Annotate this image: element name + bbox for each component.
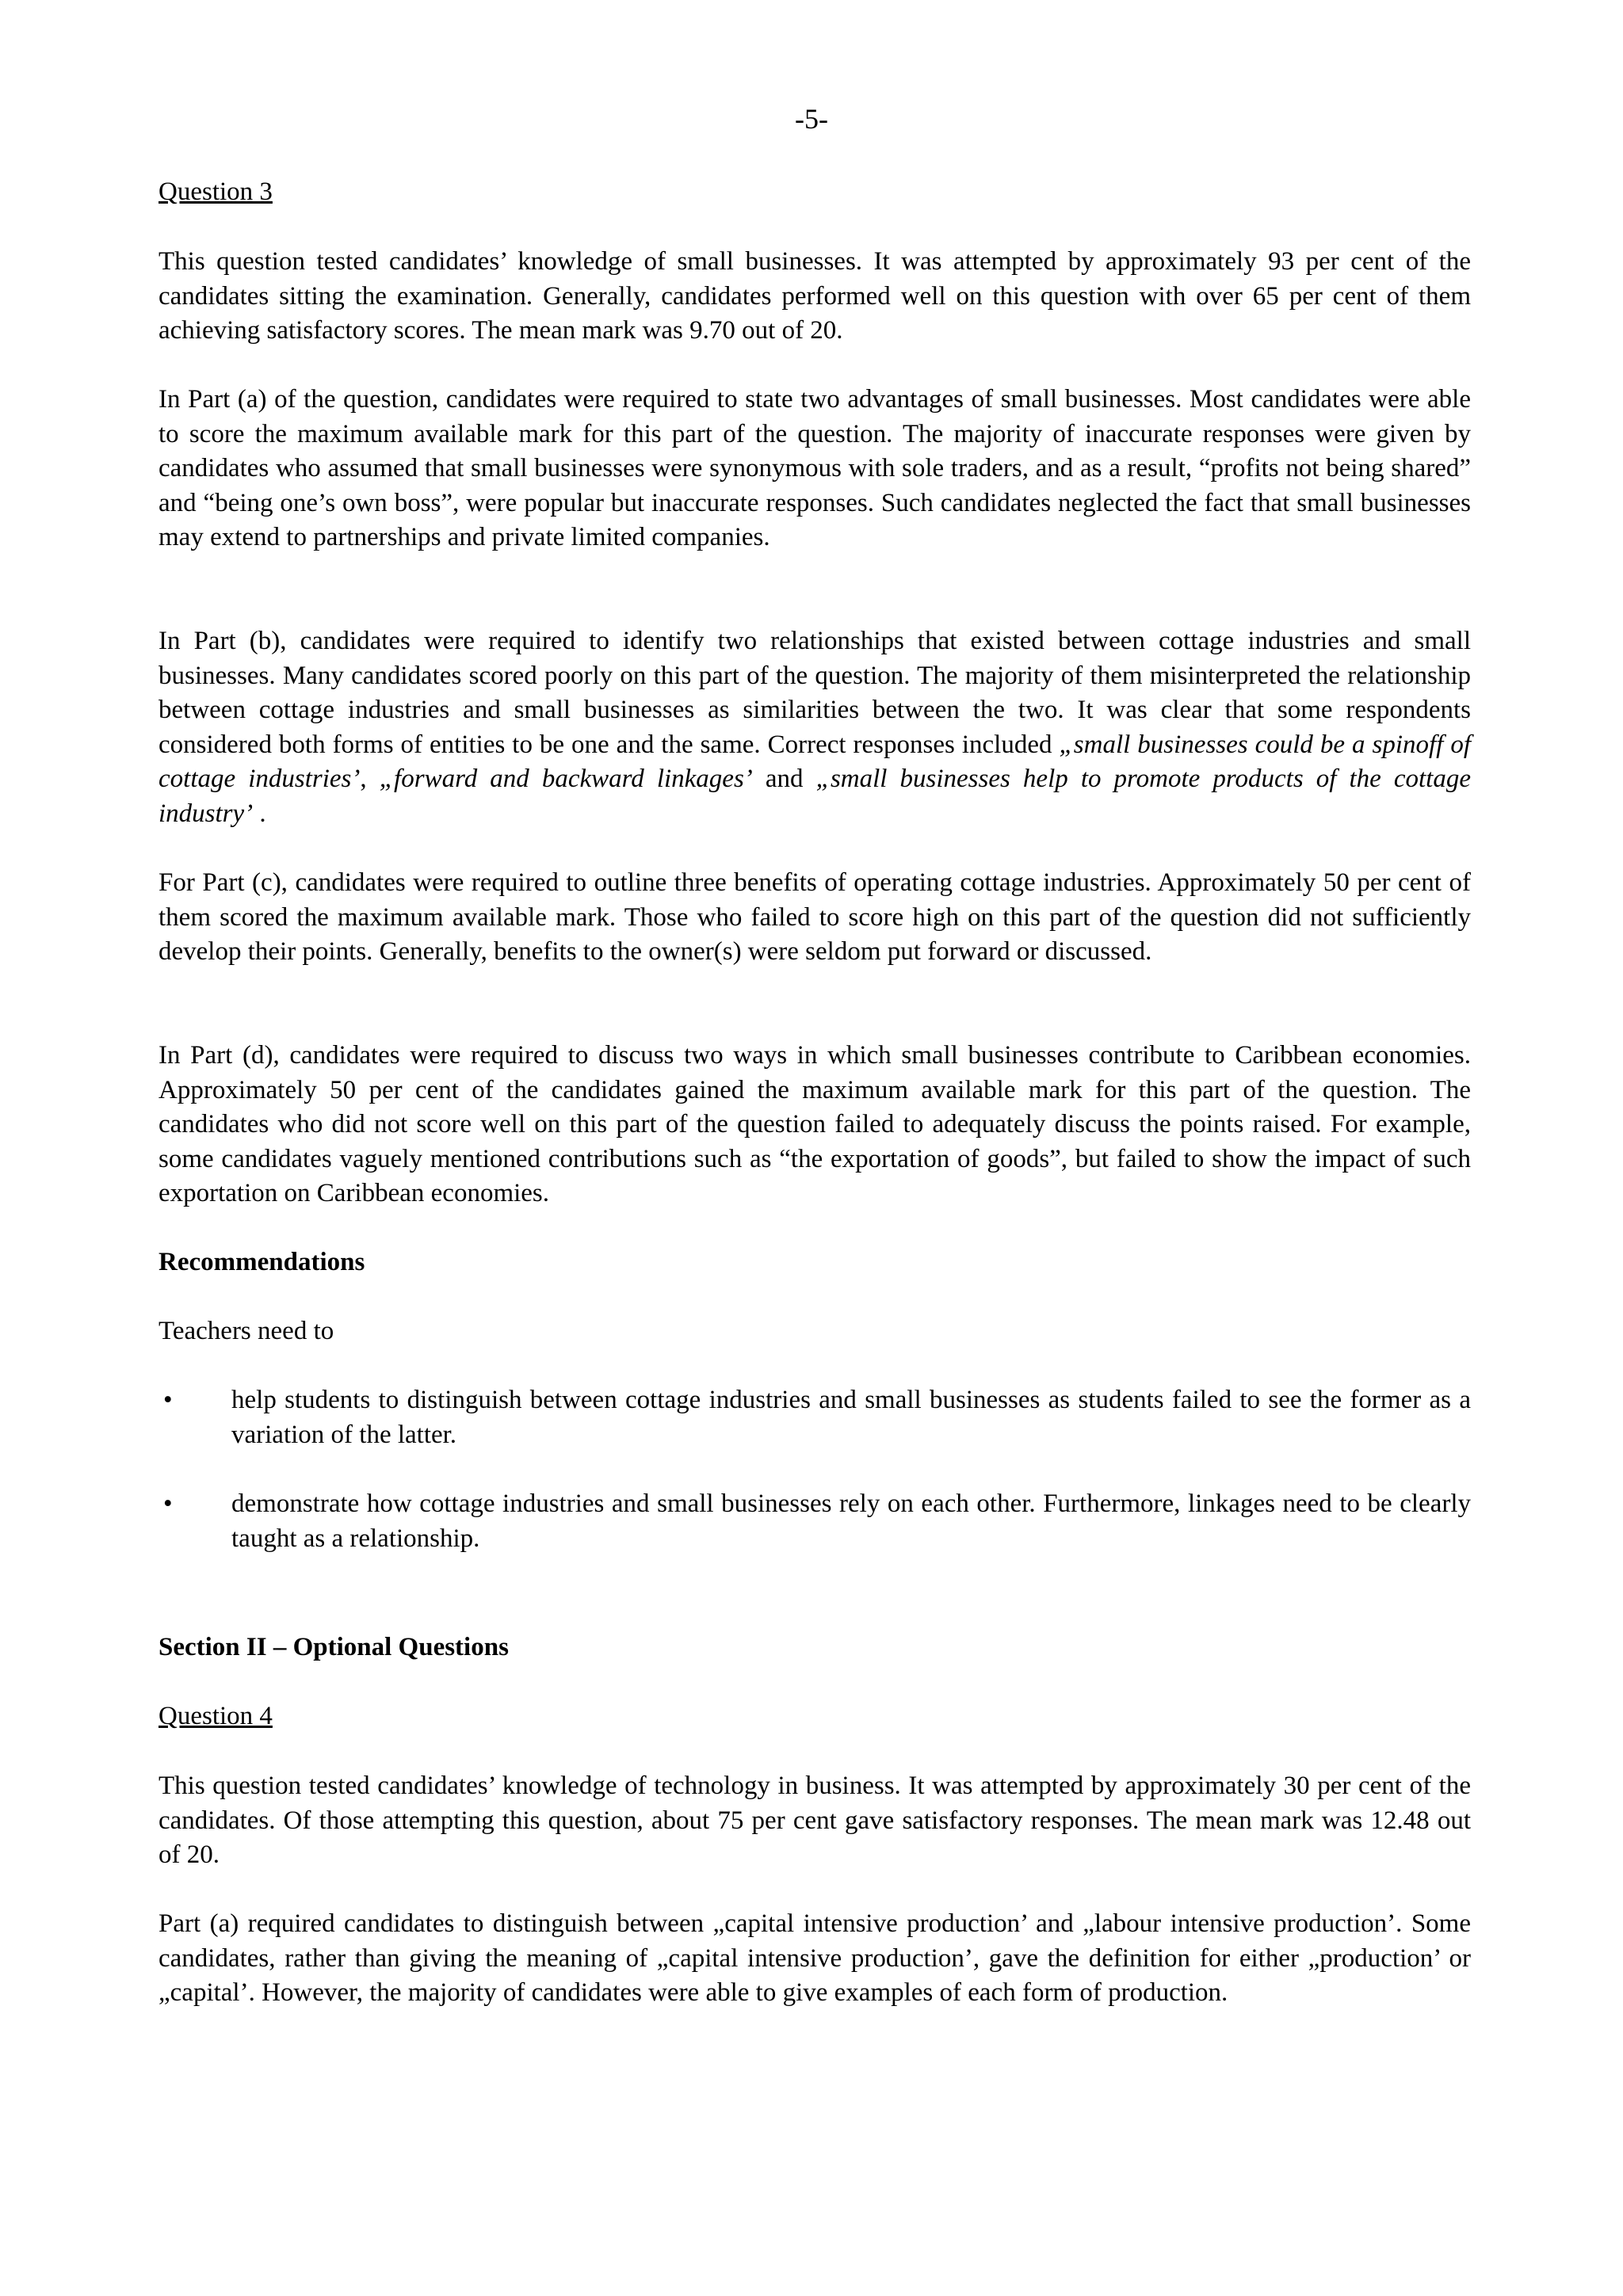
q3-part-b-example-1: „small businesses could be a spinoff of cottage industries’ — [158, 730, 1471, 793]
q3-part-b-text: In Part (b), candidates were required to identify two relationships that existed between cottage industries and small businesses. Many candidates scored poorly on this part of the question. The majority of them misinterpreted the relationship between cottage industries and small businesses as similarities between the two. It was clear that some respondents considered both forms of entities to be one and the same. Correct responses included — [158, 627, 1471, 759]
q3-paragraph-part-d: In Part (d), candidates were required to discuss two ways in which small businesses contribute to Caribbean economies. Approximately 50 per cent of the candidates gained the maximum available mark for this part of the question. The candidates who did not score well on this part of the question failed to adequately discuss the points raised. For example, some candidates vaguely mentioned contributions such as “the exportation of goods”, but failed to show the impact of such exportation on Caribbean economies. — [158, 1041, 1471, 1207]
recommendation-text-1: help students to distinguish between cottage industries and small businesses as students failed to see the former as a variation of the latter. — [231, 1386, 1471, 1449]
q3-part-b-example-2: „forward and backward linkages’ — [379, 765, 753, 793]
q3-part-b-example-3: „small businesses help to promote products of the cottage industry’ — [158, 765, 1471, 828]
recommendation-text-2: demonstrate how cottage industries and small businesses rely on each other. Furthermore, linkages need to be clearly taught as a relationship. — [231, 1489, 1471, 1553]
q3-paragraph-1: This question tested candidates’ knowledge of small businesses. It was attempted by approximately 93 per cent of the candidates sitting the examination. Generally, candidates performed well on this question with over 65 per cent of them achieving satisfactory scores. The mean mark was 9.70 out of 20. — [158, 247, 1471, 345]
q3-part-b-end: . — [253, 799, 266, 828]
question-3-heading: Question 3 — [158, 177, 273, 206]
page-number: -5- — [795, 103, 828, 135]
q3-paragraph-part-a: In Part (a) of the question, candidates were required to state two advantages of small businesses. Most candidates were able to score the maximum available mark for this part of the question. The majority of inaccurate responses were given by candidates who assumed that small businesses were synonymous with sole traders, and as a result, “profits not being shared” and “being one’s own boss”, were popular but inaccurate responses. Such candidates neglected the fact that small businesses may extend to partnerships and private limited companies. — [158, 385, 1471, 551]
q3-part-b-separator-2: and — [752, 765, 816, 793]
recommendations-intro: Teachers need to — [158, 1317, 334, 1345]
q4-paragraph-part-a: Part (a) required candidates to distinguish between „capital intensive production’ and „labour intensive production’. Some candidates, rather than giving the meaning of „capital intensive production’, gave the definition for either „production’ or „capital’. However, the majority of candidates were able to give examples of each form of production. — [158, 1909, 1471, 2007]
q4-paragraph-1: This question tested candidates’ knowledge of technology in business. It was attempted by approximately 30 per cent of the candidates. Of those attempting this question, about 75 per cent gave satisfactory responses. The mean mark was 12.48 out of 20. — [158, 1772, 1471, 1869]
bullet-icon: • — [163, 1489, 173, 1518]
q3-part-b-separator-1: , — [360, 765, 380, 793]
section-2-heading: Section II – Optional Questions — [158, 1633, 509, 1661]
q3-paragraph-part-c: For Part (c), candidates were required to outline three benefits of operating cottage industries. Approximately 50 per cent of them scored the maximum available mark. Those who failed to score high on this part of the question did not sufficiently develop their points. Generally, benefits to the owner(s) were seldom put forward or discussed. — [158, 868, 1471, 966]
q3-paragraph-part-b — [158, 624, 1471, 831]
question-4-heading: Question 4 — [158, 1702, 273, 1730]
bullet-icon: • — [163, 1386, 173, 1414]
recommendations-heading: Recommendations — [158, 1248, 365, 1276]
